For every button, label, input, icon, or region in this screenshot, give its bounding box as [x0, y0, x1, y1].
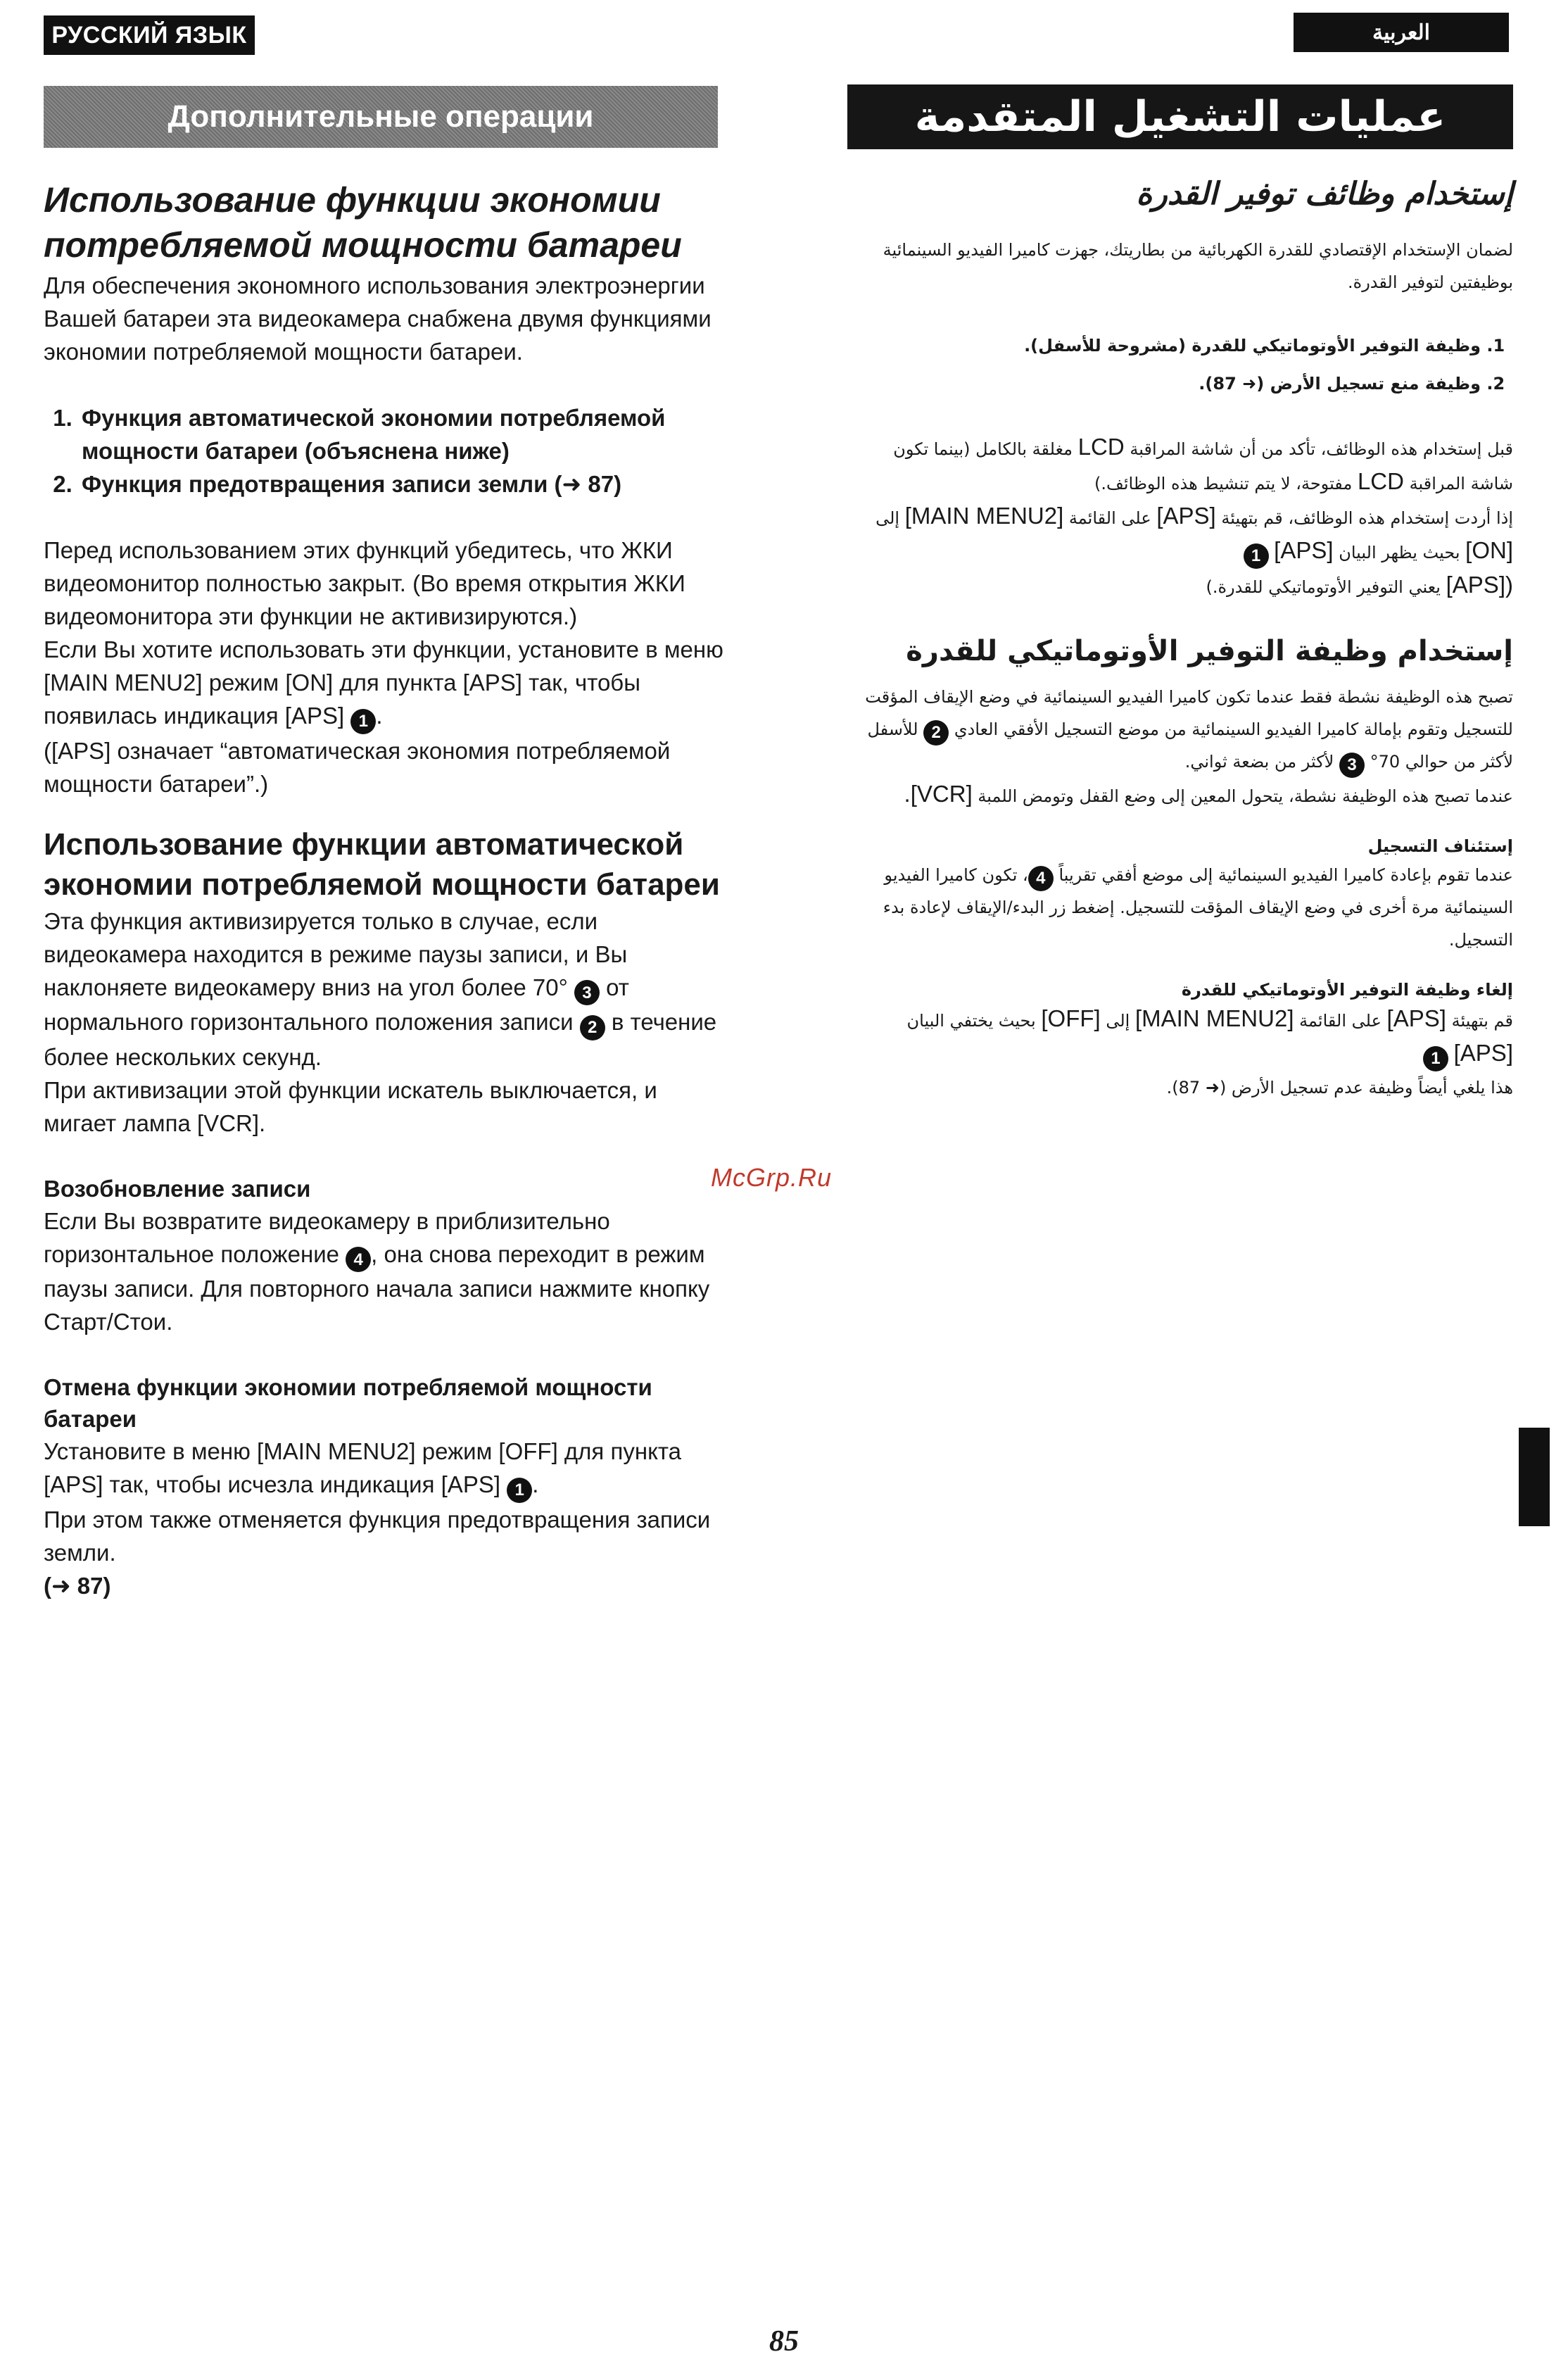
ar-list-item: 1. وظيفة التوفير الأوتوماتيكي للقدرة (مشروحة للأسفل). — [847, 327, 1481, 365]
ar-before-text-a: قبل إستخدام هذه الوظائف، تأكد من أن شاشة المراقبة — [1130, 439, 1513, 459]
edge-thumb-tab — [1519, 1428, 1550, 1526]
ar-aps-label: ([APS] — [1446, 572, 1513, 598]
ru-cancel-text-b: . — [532, 1471, 539, 1497]
ar-aps-label: [APS] — [1156, 503, 1216, 529]
ar-cancel-text-a: قم بتهيئة — [1451, 1011, 1513, 1031]
ru-cancel-text-a: Установите в меню [MAIN MENU2] режим [OFF] для пункта [APS] так, чтобы исчезла индикация [APS] — [44, 1438, 681, 1497]
ru-section-text-b: от нормального горизонтального положения записи — [44, 974, 629, 1035]
ar-section-text-b: للأسفل لأكثر من حوالي 70° — [867, 719, 1513, 772]
ar-if-use — [847, 500, 1513, 569]
ar-aps-label: [APS] — [1386, 1005, 1446, 1031]
ar-resume-title: إستئناف التسجيل — [1367, 836, 1513, 856]
ru-resume-text-b: , она снова переходит в режим паузы записи. Для повторного начала записи нажмите кнопку Старт/Стои. — [44, 1240, 710, 1335]
ar-section-text-a: تصبح هذه الوظيفة نشطة فقط عندما تكون كاميرا الفيديو السينمائية في وضع الإيقاف المؤقت للتسجيل وتقوم بإمالة كاميرا الفيديو السينمائية من موضع التسجيل الأفقي العادي — [865, 687, 1513, 739]
callout-1-icon: 1 — [507, 1478, 532, 1503]
ru-cancel-note: При этом также отменяется функция предотвращения записи земли. — [44, 1506, 711, 1566]
ru-if-use — [44, 633, 726, 734]
ar-section-title: إستخدام وظيفة التوفير الأوتوماتيكي للقدرة — [906, 635, 1513, 667]
arabic-column — [847, 173, 1513, 1104]
ar-function-list — [847, 327, 1513, 403]
ru-if-use-end: . — [376, 703, 383, 729]
ru-function-list — [44, 401, 726, 501]
callout-2-icon: 2 — [923, 720, 949, 746]
ar-section-body — [847, 681, 1513, 778]
watermark: McGrp.Ru — [711, 1163, 833, 1192]
ru-cancel-ref: (➜ 87) — [44, 1572, 111, 1599]
ar-section-text-c: لأكثر من بضعة ثواني. — [1184, 752, 1334, 772]
ru-cancel-title: Отмена функции экономии потребляемой мощности батареи — [44, 1374, 652, 1432]
ru-list-item: 2. Функция предотвращения записи земли (➜ 87) — [79, 467, 726, 501]
callout-1-icon: 1 — [1244, 543, 1269, 569]
ar-on-label: [ON] — [1465, 537, 1513, 563]
callout-1-icon: 1 — [1423, 1046, 1448, 1071]
ru-title: Использование функции экономии потребляемой мощности батареи — [44, 180, 682, 265]
ar-resume-text-a: عندما تقوم بإعادة كاميرا الفيديو السينمائية إلى موضع أفقي تقريباً — [1058, 865, 1513, 885]
ar-cancel-title: إلغاء وظيفة التوفير الأوتوماتيكي للقدرة — [1181, 980, 1513, 1000]
russian-column — [44, 177, 726, 1602]
ru-section-vcr: При активизации этой функции искатель выключается, и мигает лампа [VCR]. — [44, 1076, 657, 1136]
ar-off-label: [OFF] — [1041, 1005, 1101, 1031]
ar-menu-label: [MAIN MENU2] — [904, 503, 1064, 529]
ar-section-vcr — [847, 778, 1513, 812]
ru-resume-text-a: Если Вы возвратите видеокамеру в приблизительно горизонтальное положение — [44, 1207, 610, 1267]
ar-cancel-text-d: بحيث يختفي البيان — [906, 1011, 1036, 1031]
language-tag-arabic: العربية — [1294, 13, 1509, 52]
ar-if-text-d: بحيث يظهر البيان — [1339, 543, 1460, 562]
ar-aps-label: [APS] — [1274, 537, 1334, 563]
ar-lcd-label: LCD — [1077, 434, 1125, 460]
ru-cancel-body — [44, 1435, 726, 1503]
ar-resume-body — [847, 859, 1513, 956]
callout-4-icon: 4 — [1028, 866, 1054, 891]
ar-if-text-a: إذا أردت إستخدام هذه الوظائف، قم بتهيئة — [1221, 508, 1513, 528]
page-number: 85 — [769, 2325, 799, 2358]
ar-vcr-label: [VCR]. — [904, 781, 973, 807]
ar-cancel-text-b: على القائمة — [1299, 1011, 1382, 1031]
ru-intro: Для обеспечения экономного использования электроэнергии Вашей батареи эта видеокамера снабжена двумя функциями экономии потребляемой мощности батареи. — [44, 272, 712, 365]
ar-cancel-text-c: إلى — [1106, 1011, 1130, 1031]
ar-cancel-body — [847, 1002, 1513, 1071]
ar-cancel-note: هذا يلغي أيضاً وظيفة عدم تسجيل الأرض (➜ 87). — [1166, 1078, 1513, 1098]
language-tag-russian: РУССКИЙ ЯЗЫК — [44, 15, 255, 55]
section-banner-arabic: عمليات التشغيل المتقدمة — [847, 84, 1513, 149]
ar-if-text-c: إلى — [875, 508, 900, 528]
ar-before-text-b: مغلقة بالكامل (بينما تكون شاشة المراقبة — [893, 439, 1513, 493]
ar-lcd-label: LCD — [1357, 468, 1404, 494]
ru-list-item: 1. Функция автоматической экономии потребляемой мощности батареи (объяснена ниже) — [79, 401, 726, 467]
callout-2-icon: 2 — [580, 1015, 605, 1040]
ru-if-use-text: Если Вы хотите использовать эти функции, установите в меню [MAIN MENU2] режим [ON] для пункта [APS] так, чтобы появилась индикация [APS] — [44, 636, 723, 729]
callout-3-icon: 3 — [574, 980, 600, 1005]
ar-before-use — [847, 431, 1513, 500]
ar-menu-label: [MAIN MENU2] — [1134, 1005, 1294, 1031]
ar-if-text-b: على القائمة — [1068, 508, 1151, 528]
ru-section-title: Использование функции автоматической экономии потребляемой мощности батареи — [44, 826, 720, 902]
ar-intro: لضمان الإستخدام الإقتصادي للقدرة الكهربائية من بطاريتك، جهزت كاميرا الفيديو السينمائية بوظيفتين لتوفير القدرة. — [883, 240, 1513, 292]
ar-list-item: 2. وظيفة منع تسجيل الأرض (➜ 87). — [847, 365, 1481, 403]
ar-aps-means-text: يعني التوفير الأوتوماتيكي للقدرة.) — [1206, 577, 1441, 597]
ru-aps-means: ([APS] означает “автоматическая экономия потребляемой мощности батареи”.) — [44, 737, 671, 797]
ar-section-text-d: عندما تصبح هذه الوظيفة نشطة، يتحول المعين إلى وضع القفل وتومض اللمبة — [978, 786, 1513, 806]
ar-before-text-c: مفتوحة، لا يتم تنشيط هذه الوظائف.) — [1094, 474, 1353, 493]
ar-resume-text-b: ، تكون كاميرا الفيديو السينمائية مرة أخرى في وضع الإيقاف المؤقت للتسجيل. إضغط زر البدء/الإيقاف لإعادة بدء التسجيل. — [883, 865, 1513, 950]
callout-1-icon: 1 — [350, 709, 376, 734]
ar-title: إستخدام وظائف توفير القدرة — [1136, 176, 1513, 212]
ru-section-body — [44, 905, 726, 1074]
ru-before-use: Перед использованием этих функций убедитесь, что ЖКИ видеомонитор полностью закрыт. (Во время открытия ЖКИ видеомонитора эти функции не активизируются.) — [44, 537, 685, 629]
ru-section-text-a: Эта функция активизируется только в случае, если видеокамера находится в режиме паузы записи, и Вы наклоняете видеокамеру вниз на угол более 70° — [44, 907, 628, 1000]
callout-4-icon: 4 — [346, 1247, 371, 1272]
ru-resume-title: Возобновление записи — [44, 1175, 311, 1202]
ru-section-text-c: в течение более нескольких секунд. — [44, 1009, 717, 1070]
callout-3-icon: 3 — [1339, 753, 1365, 778]
ar-aps-means — [847, 569, 1513, 603]
ar-aps-label: [APS] — [1453, 1040, 1513, 1066]
section-banner-russian: Дополнительные операции — [44, 86, 718, 148]
ru-resume-body — [44, 1205, 726, 1339]
